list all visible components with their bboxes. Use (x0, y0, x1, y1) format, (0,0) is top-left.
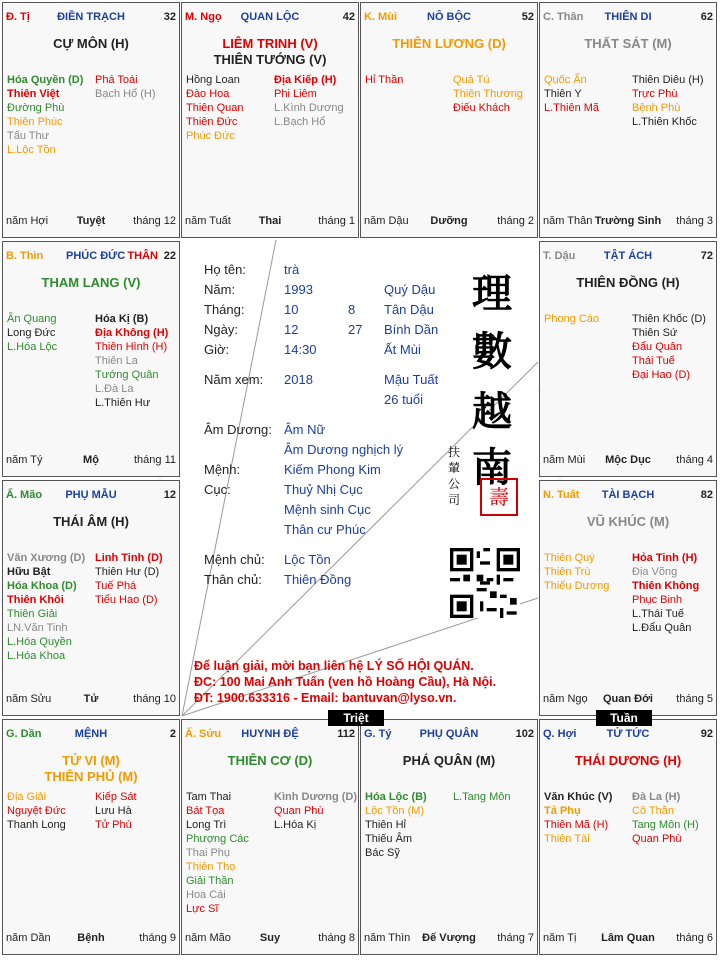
palace-footer (6, 215, 176, 229)
main-stars (540, 514, 716, 530)
main-star[interactable]: LIÊM TRINH (V) (222, 36, 318, 51)
branch-label: T. Dậu (543, 250, 576, 262)
birth-info-v3: Tân Dậu (384, 302, 434, 317)
minor-star[interactable]: Đẩu Quân (632, 341, 683, 353)
palace-name: NÔ BỘC (427, 11, 471, 23)
branch-label: G. Dần (6, 728, 42, 740)
minor-star[interactable]: Đại Hao (D) (632, 369, 691, 381)
main-stars (361, 753, 537, 769)
minor-star[interactable]: Tướng Quân (95, 369, 159, 381)
year-label: năm Tuất (185, 215, 231, 227)
main-stars (540, 275, 716, 291)
birth-info-label: Giờ: (204, 342, 230, 357)
red-seal-stamp: 壽 (480, 478, 518, 516)
minor-star[interactable]: Thiên Việt (7, 88, 60, 100)
palace-number: 12 (163, 489, 176, 501)
minor-star[interactable]: Địa Không (H) (95, 327, 169, 339)
palace-footer (543, 932, 713, 946)
main-stars (3, 275, 179, 291)
life-stage: Mộ (83, 454, 99, 466)
palace-number: 112 (337, 728, 355, 740)
right-star-column (632, 73, 717, 129)
main-star[interactable]: THÁI ÂM (H) (53, 514, 129, 529)
birth-info-v3: Quý Dậu (384, 282, 436, 297)
tuan-badge: Tuần (596, 710, 652, 726)
minor-star[interactable]: Thiên Không (632, 580, 700, 592)
palace-cell-thin[interactable] (2, 241, 180, 477)
minor-star[interactable]: Tả Phụ (544, 805, 581, 817)
left-star-column (7, 312, 93, 354)
center-info-panel: Họ tên: trà Năm: 1993 Quý Dậu Tháng: 10 8 Tân Dậu Ngày: 12 27 Bính Dần Giờ: 14:30 Ất Mùi Năm xem: 2018 Mậu Tuất 26 tuổi Âm Dương: Âm Nữ Âm Dương nghịch lý Mệnh: Kiếm Phong Kim Cục: Thuỷ Nhị Cục Mệnh sinh Cục Thân cư Phúc Mệnh chủ: Lộc Tồn Thân chủ: Thiên Đồng 理 數 越 南 扶 輦 公 司 壽 Để luận giải, mời bạn liên hệ LÝ SỐ HỘI QUÁN. ĐC: 100 Mai Anh Tuấn (ven hồ Hoàng Cầu), Hà Nội. ĐT: 1900.633316 - Email: bantuvan@lyso.vn. (180, 240, 538, 716)
palace-header (543, 11, 713, 25)
life-stage: Dưỡng (430, 215, 468, 227)
minor-star[interactable]: Thiên Hư (D) (95, 566, 160, 578)
minor-star[interactable]: L.Thiên Mã (544, 102, 600, 114)
year-label: năm Mùi (543, 454, 586, 466)
right-star-column (453, 73, 538, 115)
life-stage: Lâm Quan (601, 932, 655, 944)
minor-star[interactable]: Bác Sỹ (365, 847, 400, 859)
palace-cell-than[interactable] (539, 2, 717, 238)
left-star-column (544, 551, 630, 593)
palace-name: TÀI BẠCH (601, 489, 655, 501)
minor-star[interactable]: L.Hóa Khoa (7, 650, 66, 662)
palace-header (543, 250, 713, 264)
year-label: năm Tị (543, 932, 577, 944)
right-star-column (453, 790, 538, 804)
right-star-column (95, 551, 180, 607)
main-star[interactable]: PHÁ QUÂN (M) (402, 753, 496, 768)
palace-number: 32 (163, 11, 176, 23)
life-stage: Đế Vượng (422, 932, 476, 944)
minor-star[interactable]: Hóa Khoa (D) (7, 580, 77, 592)
right-star-column (274, 73, 359, 129)
minor-star[interactable]: Thiếu Dương (544, 580, 610, 592)
birth-info-label: Ngày: (204, 322, 238, 337)
month-label: tháng 12 (133, 215, 176, 227)
minor-star[interactable]: Thiên Giải (7, 608, 58, 620)
birth-info-label: Năm: (204, 282, 236, 297)
minor-star[interactable]: Kiếp Sát (95, 791, 137, 803)
minor-star[interactable]: L.Lộc Tồn (7, 144, 56, 156)
palace-footer (6, 693, 176, 707)
palace-cell-mui[interactable] (360, 2, 538, 238)
year-label: năm Dậu (364, 215, 409, 227)
palace-header (364, 11, 534, 25)
main-star[interactable]: VŨ KHÚC (M) (586, 514, 670, 529)
year-label: năm Ngọ (543, 693, 588, 705)
palace-cell-mao[interactable] (2, 480, 180, 716)
branch-label: K. Mùi (364, 11, 397, 23)
minor-star[interactable]: Hồng Loan (186, 74, 240, 86)
main-star[interactable]: THIÊN TƯỚNG (V) (213, 52, 327, 67)
minor-star[interactable]: Thiên Phúc (7, 116, 63, 128)
palace-header (6, 11, 176, 25)
palace-header (543, 489, 713, 503)
main-star[interactable]: THIÊN CƠ (D) (227, 753, 313, 768)
palace-footer (364, 215, 534, 229)
palace-header (6, 489, 176, 503)
year-label: năm Dần (6, 932, 51, 944)
minor-star[interactable]: Thiên Tài (544, 833, 590, 845)
minor-star[interactable]: Thiên Sứ (632, 327, 678, 339)
life-stage: Tuyệt (76, 215, 106, 227)
minor-star[interactable]: Thiên La (95, 355, 138, 367)
birth-info-v2: 27 (348, 322, 363, 337)
palace-name: PHỤ MẪU (65, 489, 117, 501)
main-stars (3, 514, 179, 530)
minor-star[interactable]: L.Hóa Kị (274, 819, 317, 831)
month-label: tháng 9 (139, 932, 176, 944)
minor-star[interactable]: Bệnh Phù (632, 102, 681, 114)
right-star-column (95, 312, 180, 410)
year-label: năm Sửu (6, 693, 52, 705)
minor-star[interactable]: Bạch Hổ (H) (95, 88, 156, 100)
main-star[interactable]: THIÊN ĐỒNG (H) (576, 275, 680, 290)
palace-name: ĐIỀN TRẠCH (57, 11, 125, 23)
minor-star[interactable]: L.Đà La (95, 383, 134, 395)
branch-label: G. Tý (364, 728, 392, 740)
life-stage: Trường Sinh (594, 215, 662, 227)
month-label: tháng 8 (318, 932, 355, 944)
branch-label: C. Thân (543, 11, 584, 23)
right-star-column (632, 312, 717, 382)
palace-cell-dau[interactable] (539, 241, 717, 477)
birth-info-v3: Bính Dần (384, 322, 439, 337)
main-stars (3, 36, 179, 52)
minor-star[interactable]: Thiên Y (544, 88, 582, 100)
left-star-column (7, 551, 93, 663)
palace-name: TỬ TỨC (606, 728, 650, 740)
birth-info-v3: Ất Mùi (384, 342, 421, 357)
birth-info-v1: trà (284, 262, 300, 277)
minor-star[interactable]: Thiên Trù (544, 566, 591, 578)
palace-name: TẬT ÁCH (603, 250, 653, 262)
minor-star[interactable]: Hoa Cái (186, 889, 226, 901)
month-label: tháng 5 (676, 693, 713, 705)
minor-star[interactable]: Quan Phù (274, 805, 324, 817)
minor-star[interactable]: Hóa Quyền (D) (7, 74, 84, 86)
minor-star[interactable]: Hỉ Thần (365, 74, 404, 86)
minor-star[interactable]: Địa Giải (7, 791, 47, 803)
minor-star[interactable]: Thiên Đức (186, 116, 238, 128)
seal-text: 扶 輦 公 司 (448, 445, 461, 507)
minor-star[interactable]: L.Hóa Lộc (7, 341, 58, 353)
palace-number: 42 (342, 11, 355, 23)
palace-number: 2 (169, 728, 176, 740)
minor-star[interactable]: Giải Thần (186, 875, 234, 887)
palace-number: 52 (521, 11, 534, 23)
year-label: năm Tý (6, 454, 43, 466)
main-stars (540, 36, 716, 52)
branch-label: Đ. Tị (6, 11, 30, 23)
palace-name: HUYNH ĐỆ (241, 728, 299, 740)
left-star-column (544, 790, 630, 846)
palace-cell-tuat[interactable] (539, 480, 717, 716)
palace-footer (185, 215, 355, 229)
right-star-column (632, 551, 717, 635)
left-star-column (544, 312, 630, 326)
main-star[interactable]: TỬ VI (M) (62, 753, 120, 768)
palace-number: 62 (700, 11, 713, 23)
year-label: năm Mão (185, 932, 231, 944)
branch-label: Ấ. Mão (6, 489, 43, 501)
palace-name: MỆNH (74, 728, 108, 740)
minor-star[interactable]: Phượng Các (186, 833, 249, 845)
minor-star[interactable]: Lộc Tồn (M) (365, 805, 425, 817)
minor-star[interactable]: Hữu Bật (7, 566, 51, 578)
right-star-column (274, 790, 359, 832)
minor-star[interactable]: Phong Cáo (544, 313, 600, 325)
minor-star[interactable]: Kình Dương (D) (274, 791, 357, 803)
main-star[interactable]: CỰ MÔN (H) (53, 36, 129, 51)
minor-star[interactable]: Đào Hoa (186, 88, 230, 100)
palace-footer (6, 454, 176, 468)
left-star-column (7, 790, 93, 832)
right-star-column (95, 73, 180, 101)
left-star-column (186, 73, 272, 143)
minor-star[interactable]: Đường Phù (7, 102, 65, 114)
minor-star[interactable]: Thiên Quý (544, 552, 595, 564)
month-label: tháng 1 (318, 215, 355, 227)
palace-header (6, 728, 176, 742)
minor-star[interactable]: Thai Phụ (186, 847, 231, 859)
minor-star[interactable]: Phá Toái (95, 74, 138, 86)
minor-star[interactable]: Long Trì (186, 819, 227, 831)
main-star[interactable]: THÁI DƯƠNG (H) (574, 753, 682, 768)
palace-footer (6, 932, 176, 946)
minor-star[interactable]: Tuế Phá (95, 580, 137, 592)
birth-info-v2: 8 (348, 302, 356, 317)
palace-header (543, 728, 713, 742)
minor-star[interactable]: Địa Kiếp (H) (274, 74, 337, 86)
life-stage: Tử (83, 693, 99, 705)
life-stage: Bệnh (77, 932, 105, 944)
main-stars (361, 36, 537, 52)
minor-star[interactable]: Tang Môn (H) (632, 819, 699, 831)
minor-star[interactable]: Tiểu Hao (D) (95, 594, 158, 606)
minor-star[interactable]: Quan Phù (632, 833, 682, 845)
minor-star[interactable]: Thiên Quan (186, 102, 244, 114)
minor-star[interactable]: L.Thiên Khốc (632, 116, 697, 128)
left-star-column (186, 790, 272, 916)
palace-header (185, 11, 355, 25)
palace-header (364, 728, 534, 742)
palace-footer (185, 932, 355, 946)
main-stars (3, 753, 179, 785)
minor-star[interactable]: Thiên Thương (453, 88, 524, 100)
main-star[interactable]: THIÊN LƯƠNG (D) (392, 36, 506, 51)
minor-star[interactable]: L.Kình Dương (274, 102, 344, 114)
minor-star[interactable]: Thiên Khôi (7, 594, 64, 606)
palace-name: THIÊN DI (604, 11, 652, 23)
year-label: năm Hợi (6, 215, 49, 227)
palace-cell-hoi[interactable] (539, 719, 717, 955)
life-stage: Thai (258, 215, 282, 227)
minor-star[interactable]: Linh Tinh (D) (95, 552, 163, 564)
minor-star[interactable]: Phúc Đức (186, 130, 235, 142)
minor-star[interactable]: Ân Quang (7, 313, 57, 325)
palace-header (185, 728, 355, 742)
branch-label: Ấ. Sửu (185, 728, 222, 740)
left-star-column (544, 73, 630, 115)
minor-star[interactable]: L.Đẩu Quân (632, 622, 692, 634)
birth-info-label: Họ tên: (204, 262, 246, 277)
palace-cell-ngo[interactable] (181, 2, 359, 238)
month-label: tháng 6 (676, 932, 713, 944)
right-star-column (632, 790, 717, 846)
minor-star[interactable]: Quả Tú (453, 74, 490, 86)
minor-star[interactable]: Nguyệt Đức (7, 805, 66, 817)
palace-footer (543, 215, 713, 229)
branch-label: N. Tuất (543, 489, 580, 501)
minor-star[interactable]: L.Hóa Quyền (7, 636, 72, 648)
calligraphy-logo: 理 數 越 南 (472, 270, 512, 491)
palace-name: PHỤ QUÂN (419, 728, 479, 740)
month-label: tháng 7 (497, 932, 534, 944)
main-stars (182, 753, 358, 769)
birth-info-v1: 1993 (284, 282, 313, 297)
left-star-column (365, 790, 451, 860)
birth-info-v1: 14:30 (284, 342, 317, 357)
palace-footer (543, 454, 713, 468)
minor-star[interactable]: Phi Liêm (274, 88, 317, 100)
contact-info: Để luận giải, mời bạn liên hệ LÝ SỐ HỘI QUÁN. ĐC: 100 Mai Anh Tuấn (ven hồ Hoàng Cầu), Hà Nội. ĐT: 1900.633316 - Email: bantuvan@lyso.vn. (194, 659, 497, 705)
minor-star[interactable]: Bát Tọa (186, 805, 225, 817)
left-star-column (7, 73, 93, 157)
minor-star[interactable]: Long Đức (7, 327, 56, 339)
birth-info-label: Tháng: (204, 302, 245, 317)
minor-star[interactable]: Đà La (H) (632, 791, 681, 803)
minor-star[interactable]: Tử Phù (95, 819, 132, 831)
than-marker: THÂN (127, 250, 158, 262)
main-star[interactable]: THIÊN PHỦ (M) (44, 769, 138, 784)
main-stars (182, 36, 358, 68)
birth-info-v1: 10 (284, 302, 299, 317)
month-label: tháng 2 (497, 215, 534, 227)
palace-cell-ti[interactable] (2, 2, 180, 238)
minor-star[interactable]: L.Bạch Hổ (274, 116, 326, 128)
palace-number: 72 (700, 250, 713, 262)
minor-star[interactable]: Văn Khúc (V) (544, 791, 613, 803)
month-label: tháng 10 (133, 693, 176, 705)
minor-star[interactable]: Hóa Lộc (B) (365, 791, 427, 803)
minor-star[interactable]: L.Thái Tuế (632, 608, 684, 620)
minor-star[interactable]: Thiên Diêu (H) (632, 74, 704, 86)
birth-info-v1: 12 (284, 322, 299, 337)
minor-star[interactable]: Thiên Hỉ (365, 819, 406, 831)
palace-cell-suu[interactable] (181, 719, 359, 955)
minor-star[interactable]: Tấu Thư (7, 130, 50, 142)
month-label: tháng 3 (676, 215, 713, 227)
minor-star[interactable]: Điếu Khách (453, 102, 510, 114)
year-label: năm Thân (543, 215, 593, 227)
month-label: tháng 11 (133, 454, 176, 466)
minor-star[interactable]: Hỏa Tinh (H) (632, 552, 698, 564)
palace-footer (543, 693, 713, 707)
palace-cell-ty[interactable] (360, 719, 538, 955)
minor-star[interactable]: L.Tang Môn (453, 791, 511, 803)
palace-number: 92 (700, 728, 713, 740)
right-star-column (95, 790, 180, 832)
palace-number: 82 (700, 489, 713, 501)
minor-star[interactable]: Cô Thần (632, 805, 674, 817)
minor-star[interactable]: Thiên Mã (H) (544, 819, 609, 831)
branch-label: B. Thìn (6, 250, 44, 262)
minor-star[interactable]: Thái Tuế (632, 355, 675, 367)
main-stars (540, 753, 716, 769)
minor-star[interactable]: LN.Văn Tinh (7, 622, 68, 634)
triet-badge: Triệt (328, 710, 384, 726)
minor-star[interactable]: Thiên Khốc (D) (632, 313, 706, 325)
minor-star[interactable]: Hóa Kị (B) (95, 313, 149, 325)
minor-star[interactable]: Tam Thai (186, 791, 232, 803)
branch-label: Q. Hợi (543, 728, 577, 740)
palace-cell-dan[interactable] (2, 719, 180, 955)
palace-name: QUAN LỘC (240, 11, 300, 23)
palace-footer (364, 932, 534, 946)
minor-star[interactable]: Phục Binh (632, 594, 683, 606)
branch-label: M. Ngọ (185, 11, 222, 23)
palace-number: 22 (163, 250, 176, 262)
main-star[interactable]: THẤT SÁT (M) (584, 36, 672, 51)
main-star[interactable]: THAM LANG (V) (41, 275, 141, 290)
minor-star[interactable]: Thanh Long (7, 819, 66, 831)
life-stage: Mộc Dục (605, 454, 651, 466)
minor-star[interactable]: Trực Phù (632, 88, 678, 100)
minor-star[interactable]: Văn Xương (D) (7, 552, 86, 564)
minor-star[interactable]: Thiếu Âm (365, 833, 413, 845)
life-stage: Suy (259, 932, 281, 944)
left-star-column (365, 73, 451, 87)
minor-star[interactable]: Lực Sĩ (186, 903, 219, 915)
minor-star[interactable]: Thiên Hình (H) (95, 341, 168, 353)
minor-star[interactable]: Địa Võng (632, 566, 678, 578)
palace-number: 102 (515, 728, 534, 740)
minor-star[interactable]: Thiên Thọ (186, 861, 236, 873)
qr-code[interactable] (450, 548, 520, 618)
life-stage: Quan Đới (603, 693, 653, 705)
minor-star[interactable]: Lưu Hà (95, 805, 132, 817)
palace-name: PHÚC ĐỨC (66, 250, 126, 262)
minor-star[interactable]: L.Thiên Hư (95, 397, 151, 409)
month-label: tháng 4 (676, 454, 713, 466)
minor-star[interactable]: Quốc Ấn (544, 74, 587, 86)
year-label: năm Thìn (364, 932, 411, 944)
palace-header (6, 250, 176, 264)
